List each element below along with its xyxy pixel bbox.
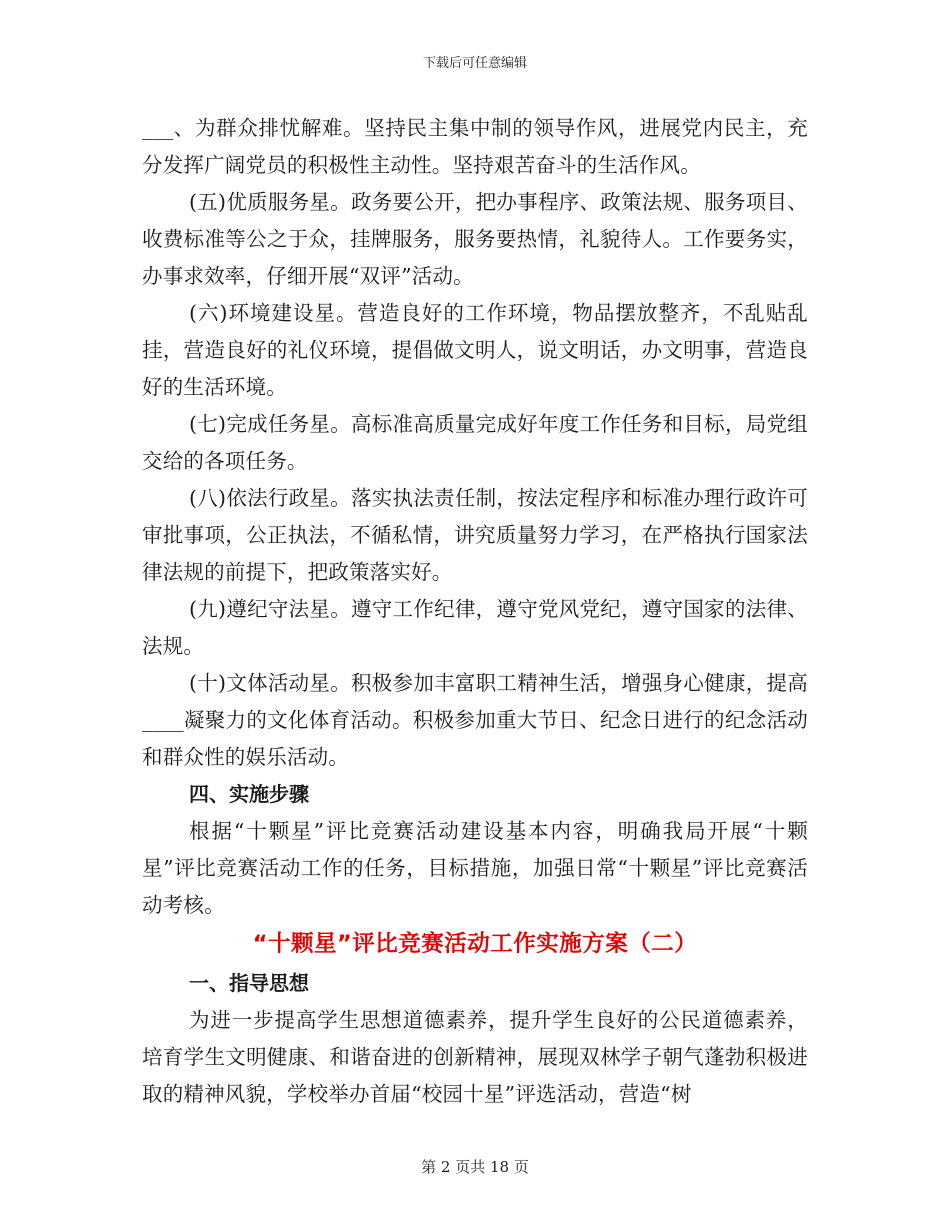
page-header: 下载后可任意编辑 — [422, 56, 527, 71]
paragraph-item-7: (七)完成任务星。高标准高质量完成好年度工作任务和目标，局党组交给的各项任务。 — [142, 412, 808, 473]
paragraph-item-6: (六)环境建设星。营造良好的工作环境，物品摆放整齐，不乱贴乱挂，营造良好的礼仪环境，提倡做文明人，说文明话，办文明事，营造良好的生活环境。 — [142, 301, 808, 399]
document-body — [142, 110, 808, 1113]
document-title: “十颗星”评比竞赛活动工作实施方案（二） — [252, 931, 698, 957]
paragraph-item-10: (十)文体活动星。积极参加丰富职工精神生活，增强身心健康，提高____凝聚力的文化体育活动。积极参加重大节日、纪念日进行的纪念活动和群众性的娱乐活动。 — [142, 671, 808, 769]
page-footer: 第 2 页共 18 页 — [421, 1158, 529, 1176]
paragraph-continued: ___、为群众排忧解难。坚持民主集中制的领导作风，进展党内民主，充分发挥广阔党员的积极性主动性。坚持艰苦奋斗的生活作风。 — [142, 116, 808, 177]
paragraph-item-9: (九)遵纪守法星。遵守工作纪律，遵守党风党纪，遵守国家的法律、法规。 — [142, 597, 808, 658]
section-heading-guiding: 一、指导思想 — [189, 971, 309, 995]
paragraph-guiding: 为进一步提高学生思想道德素养，提升学生良好的公民道德素养，培育学生文明健康、和谐奋进的创新精神，展现双林学子朝气蓬勃积极进取的精神风貌，学校举办首届“校园十星”评选活动，营造“树 — [142, 1008, 808, 1106]
section-heading-steps: 四、实施步骤 — [189, 782, 309, 806]
paragraph-steps: 根据“十颗星”评比竞赛活动建设基本内容，明确我局开展“十颗星”评比竞赛活动工作的任务，目标措施，加强日常“十颗星”评比竞赛活动考核。 — [142, 819, 808, 917]
paragraph-item-5: (五)优质服务星。政务要公开，把办事程序、政策法规、服务项目、收费标准等公之于众，挂牌服务，服务要热情，礼貌待人。工作要务实，办事求效率，仔细开展“双评”活动。 — [142, 190, 808, 288]
paragraph-item-8: (八)依法行政星。落实执法责任制，按法定程序和标准办理行政许可审批事项，公正执法，不循私情，讲究质量努力学习，在严格执行国家法律法规的前提下，把政策落实好。 — [142, 486, 808, 584]
